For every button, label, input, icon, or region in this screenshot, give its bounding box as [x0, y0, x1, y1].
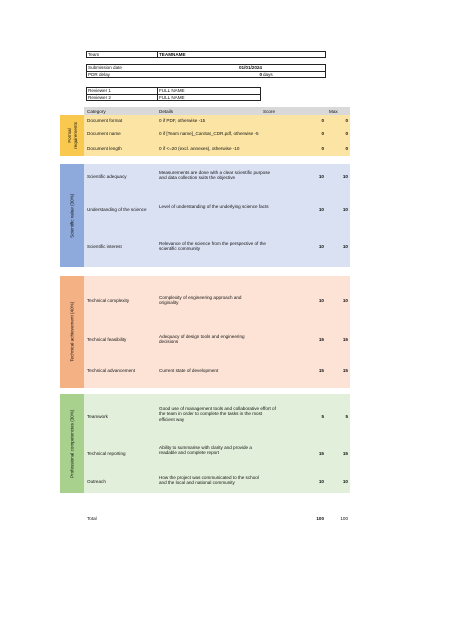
pdr-delay-label: PDR delay	[88, 71, 110, 77]
row-details: Good use of management tools and collaborative effort of the team in order to complete the tasks in the most efficient way	[159, 405, 276, 422]
row-details: Relevance of the science from the perspective of the scientific community	[159, 240, 266, 252]
submission-date-value[interactable]: 01/01/2024	[239, 64, 262, 70]
team-row	[86, 51, 326, 58]
row-score[interactable]: 10	[318, 243, 324, 249]
row-score[interactable]: 10	[318, 206, 324, 212]
column-category: Category	[87, 108, 106, 114]
row-score[interactable]: 0	[321, 117, 324, 123]
row-category: Document length	[87, 145, 122, 151]
team-name[interactable]: TEAMNAME	[159, 51, 186, 57]
total-max: 100	[340, 515, 348, 521]
column-details: Details	[159, 108, 174, 114]
row-details: Level of understanding of the underlying science facts	[159, 203, 269, 209]
row-details: Ability to summarise with clarity and provide a readable and complete report	[159, 444, 252, 456]
row-details: 0 if [Team name]_CanSat_CDR.pdf, otherwise -5	[159, 130, 259, 136]
row-max: 15	[342, 450, 348, 456]
reviewer-1-label: Reviewer 1	[88, 87, 111, 93]
section-scientific-title: Scientific value (30%)	[60, 164, 84, 267]
row-category: Document name	[87, 130, 121, 136]
total-label: Total	[87, 515, 97, 521]
row-details: How the project was communicated to the school and the local and national community	[159, 474, 259, 486]
submission-date-label: Submission date	[88, 64, 122, 70]
column-score: Score	[263, 108, 276, 114]
row-max: 0	[345, 145, 348, 151]
row-category: Scientific adequacy	[87, 173, 127, 179]
row-score[interactable]: 15	[318, 336, 324, 342]
section-technical-title: Technical achievement (40%)	[60, 276, 84, 388]
row-max: 15	[342, 336, 348, 342]
total-score: 100	[316, 515, 324, 521]
row-category: Technical feasibility	[87, 336, 127, 342]
row-category: Document format	[87, 117, 123, 123]
row-details: Measurements are done with a clear scientific purpose and data collection suits the objective	[159, 169, 271, 181]
row-category: Technical reporting	[87, 450, 126, 456]
row-details: 0 if PDF, otherwise -15	[159, 117, 206, 123]
row-max: 10	[342, 206, 348, 212]
row-max: 10	[342, 173, 348, 179]
row-category: Understanding of the science	[87, 206, 147, 212]
row-score[interactable]: 10	[318, 297, 324, 303]
row-max: 10	[342, 478, 348, 484]
row-score[interactable]: 0	[321, 145, 324, 151]
team-label: Team	[88, 51, 100, 57]
column-header-row	[84, 107, 350, 115]
reviewer-2-value[interactable]: FULL NAME	[159, 94, 185, 100]
reviewer-1-value[interactable]: FULL NAME	[159, 87, 185, 93]
row-category: Scientific interest	[87, 243, 122, 249]
row-max: 0	[345, 130, 348, 136]
row-score[interactable]: 15	[318, 367, 324, 373]
row-score[interactable]: 0	[321, 130, 324, 136]
row-category: Teamwork	[87, 413, 108, 419]
row-max: 15	[342, 367, 348, 373]
row-score[interactable]: 10	[318, 173, 324, 179]
pdr-delay-unit: days	[263, 71, 273, 77]
row-max: 5	[345, 413, 348, 419]
row-category: Outreach	[87, 478, 106, 484]
row-score[interactable]: 5	[321, 413, 324, 419]
row-details: Current state of development	[159, 367, 219, 373]
row-max: 10	[342, 297, 348, 303]
section-professional-title: Professional competencies (30%)	[60, 394, 84, 493]
row-category: Technical complexity	[87, 297, 130, 303]
row-details: Adequacy of design tools and engineering decisions	[159, 333, 245, 345]
row-max: 0	[345, 117, 348, 123]
row-details: 0 if <=20 (excl. annexes), otherwise -10	[159, 145, 240, 151]
column-max: Max	[329, 108, 338, 114]
row-max: 10	[342, 243, 348, 249]
section-formal-title: Formal requirements	[60, 115, 84, 156]
row-category: Technical advancement	[87, 367, 136, 373]
row-score[interactable]: 10	[318, 478, 324, 484]
pdr-delay-value[interactable]: 0	[259, 71, 262, 77]
row-score[interactable]: 15	[318, 450, 324, 456]
row-details: Complexity of engineering approach and originality	[159, 294, 242, 306]
reviewer-2-label: Reviewer 2	[88, 94, 111, 100]
